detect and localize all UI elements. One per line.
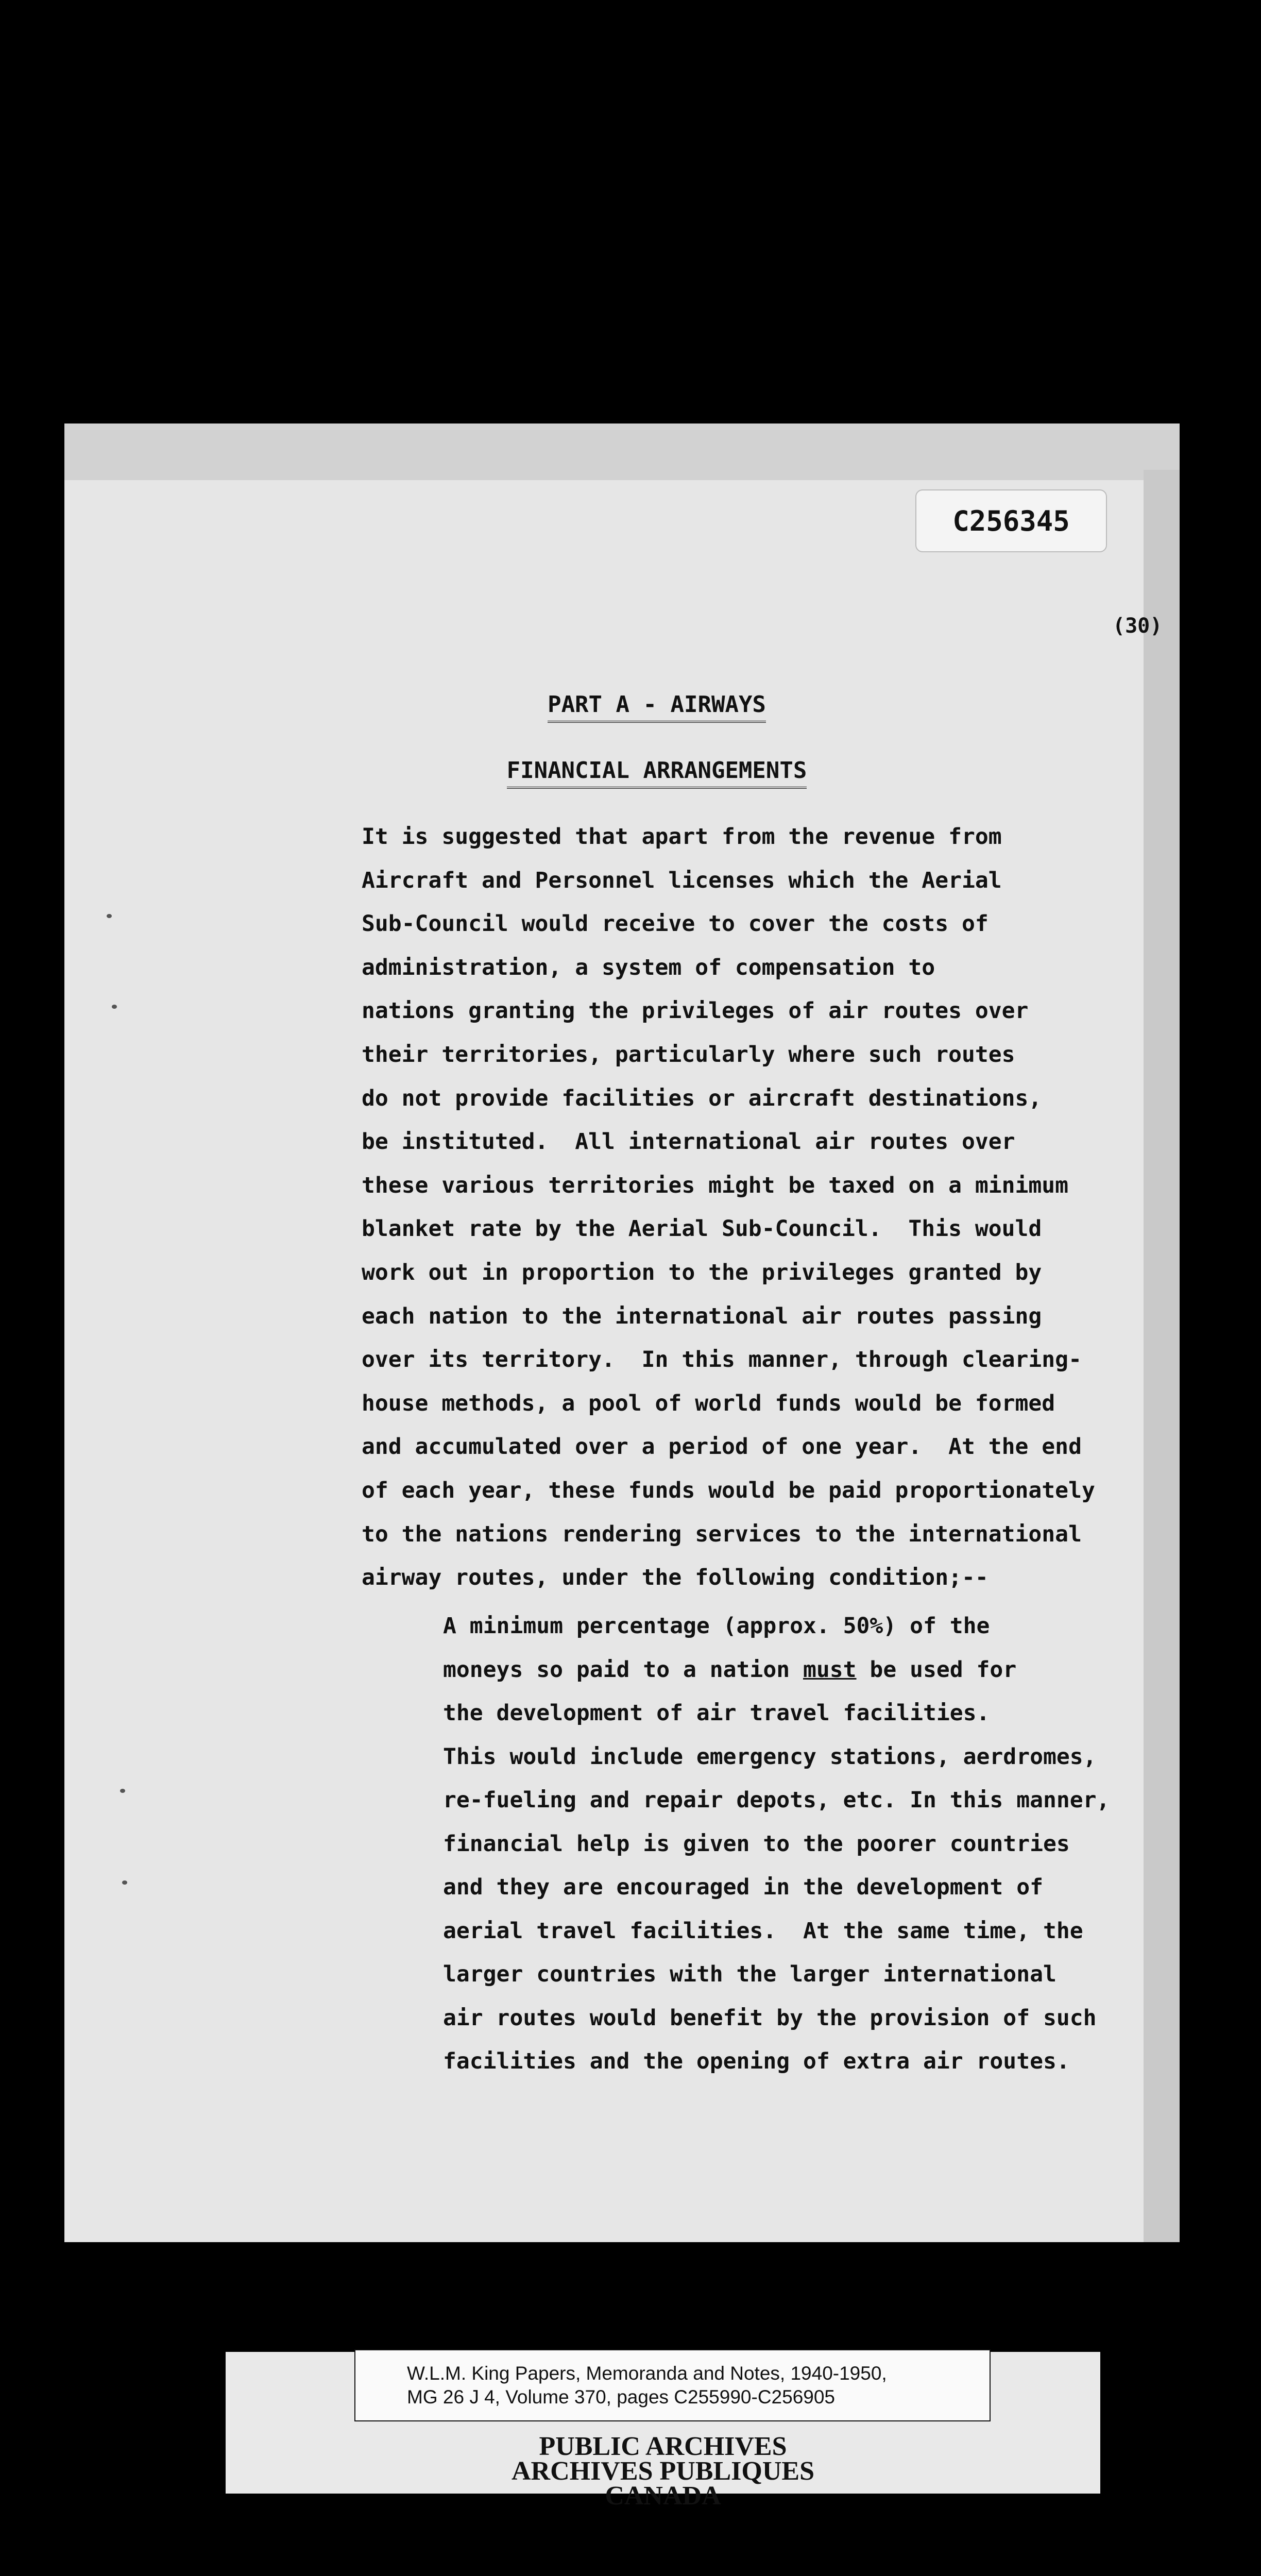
body-line: Aircraft and Personnel licenses which the Aerial	[362, 867, 1002, 893]
condition-line: re-fueling and repair depots, etc. In this manner,	[443, 1787, 1110, 1813]
page-number: (30)	[1113, 614, 1163, 638]
condition-line-emphasis	[443, 1648, 1174, 1692]
underlined-word: must	[803, 1656, 857, 1683]
body-line: blanket rate by the Aerial Sub-Council. This would	[362, 1216, 1042, 1242]
document-subheading	[64, 757, 1249, 784]
body-line: do not provide facilities or aircraft destinations,	[362, 1085, 1042, 1111]
page-top-shadow	[64, 423, 1180, 480]
body-line: be instituted. All international air routes over	[362, 1129, 1015, 1155]
condition-text: moneys so paid to a nation	[443, 1656, 803, 1683]
body-line: It is suggested that apart from the revenue from	[362, 824, 1002, 850]
document-page	[64, 423, 1180, 2242]
condition-line: A minimum percentage (approx. 50%) of the	[443, 1613, 990, 1639]
body-line: their territories, particularly where such routes	[362, 1041, 1015, 1067]
body-line: over its territory. In this manner, through clearing-	[362, 1347, 1082, 1373]
document-heading	[64, 691, 1249, 718]
citation-line: MG 26 J 4, Volume 370, pages C255990-C256905	[407, 2386, 836, 2408]
condition-text: be used for	[856, 1656, 1017, 1683]
citation-line: W.L.M. King Papers, Memoranda and Notes, 1940-1950,	[407, 2363, 887, 2384]
condition-line: air routes would benefit by the provision of such	[443, 2005, 1097, 2031]
body-line: to the nations rendering services to the international	[362, 1521, 1082, 1547]
body-line: work out in proportion to the privileges granted by	[362, 1259, 1042, 1285]
paper-speck	[120, 1789, 125, 1793]
body-line: airway routes, under the following condition;--	[362, 1565, 989, 1591]
body-line: house methods, a pool of world funds would be formed	[362, 1390, 1055, 1416]
condition-line: aerial travel facilities. At the same time, the	[443, 1918, 1083, 1944]
condition-line: financial help is given to the poorer countries	[443, 1831, 1070, 1857]
condition-line: larger countries with the larger international	[443, 1961, 1056, 1987]
condition-line: the development of air travel facilities.	[443, 1700, 990, 1726]
body-line: these various territories might be taxed on a minimum	[362, 1172, 1069, 1198]
archives-line: CANADA	[605, 2481, 721, 2511]
body-line: each nation to the international air routes passing	[362, 1303, 1042, 1329]
reference-number-label: C256345	[915, 489, 1107, 552]
condition-line: facilities and the opening of extra air routes.	[443, 2048, 1070, 2074]
archives-stamp	[226, 2434, 1100, 2509]
archives-line: ARCHIVES PUBLIQUES	[511, 2456, 815, 2486]
paper-speck	[107, 914, 112, 918]
condition-line: and they are encouraged in the development of	[443, 1874, 1043, 1900]
paper-speck	[122, 1880, 127, 1885]
body-line: and accumulated over a period of one year. At the end	[362, 1434, 1082, 1460]
body-line: of each year, these funds would be paid proportionately	[362, 1477, 1095, 1503]
condition-line: This would include emergency stations, aerdromes,	[443, 1743, 1097, 1770]
body-line: nations granting the privileges of air routes over	[362, 998, 1029, 1024]
paper-speck	[112, 1005, 117, 1009]
heading-text: PART A - AIRWAYS	[548, 691, 766, 723]
body-line: Sub-Council would receive to cover the costs of	[362, 911, 989, 937]
body-paragraph	[362, 815, 1165, 1600]
body-line: administration, a system of compensation to	[362, 954, 935, 980]
citation-label	[354, 2349, 991, 2421]
subheading-text: FINANCIAL ARRANGEMENTS	[507, 757, 807, 789]
archives-line: PUBLIC ARCHIVES	[539, 2432, 787, 2461]
condition-paragraph	[443, 1604, 1174, 2083]
